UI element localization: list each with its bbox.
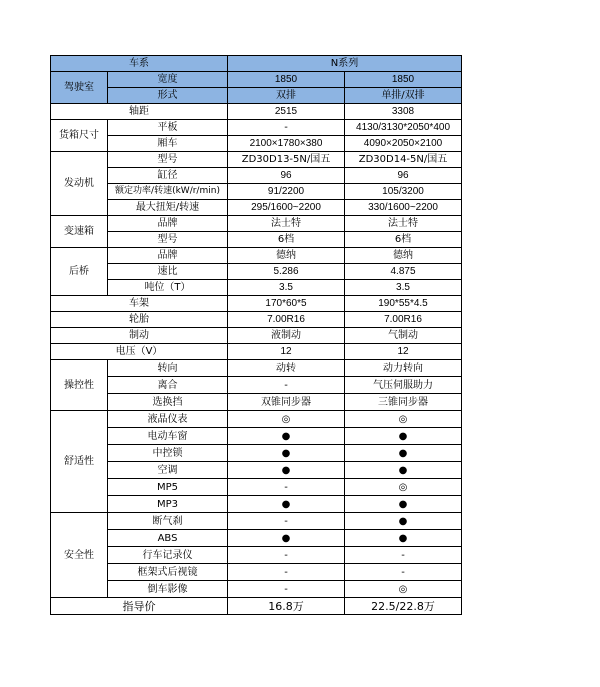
comfort-item-a: ● — [228, 445, 345, 462]
comfort-item-label: MP5 — [108, 479, 228, 496]
table-row — [51, 462, 462, 479]
comfort-item-label: 液晶仪表 — [108, 411, 228, 428]
table-row — [51, 581, 462, 598]
safety-item-a: ● — [228, 530, 345, 547]
rear-axle-brand-b: 德纳 — [345, 248, 462, 264]
table-row — [51, 428, 462, 445]
comfort-item-a: ◎ — [228, 411, 345, 428]
handling-shift-b: 三锥同步器 — [345, 394, 462, 411]
table-row — [51, 248, 462, 264]
engine-bore-label: 缸径 — [108, 168, 228, 184]
table-row — [51, 88, 462, 104]
comfort-item-b: ● — [345, 496, 462, 513]
gearbox-model-a: 6档 — [228, 232, 345, 248]
table-row — [51, 280, 462, 296]
engine-model-a: ZD30D13-5N/国五 — [228, 152, 345, 168]
engine-power-a: 91/2200 — [228, 184, 345, 200]
spec-table — [50, 55, 462, 615]
comfort-label: 舒适性 — [51, 411, 108, 513]
table-row — [51, 445, 462, 462]
table-row — [51, 312, 462, 328]
engine-bore-a: 96 — [228, 168, 345, 184]
gearbox-model-label: 型号 — [108, 232, 228, 248]
wheelbase-label: 轴距 — [51, 104, 228, 120]
table-row — [51, 564, 462, 581]
safety-item-label: 框架式后视镜 — [108, 564, 228, 581]
voltage-label: 电压（V） — [51, 344, 228, 360]
rear-axle-label: 后桥 — [51, 248, 108, 296]
cab-form-label: 形式 — [108, 88, 228, 104]
tire-b: 7.00R16 — [345, 312, 462, 328]
price-a: 16.8万 — [228, 598, 345, 615]
rear-axle-tonnage-a: 3.5 — [228, 280, 345, 296]
cab-label: 驾驶室 — [51, 72, 108, 104]
safety-item-b: - — [345, 564, 462, 581]
price-row — [51, 598, 462, 615]
wheelbase-a: 2515 — [228, 104, 345, 120]
table-row — [51, 479, 462, 496]
gearbox-label: 变速箱 — [51, 216, 108, 248]
comfort-item-b: ◎ — [345, 411, 462, 428]
table-row — [51, 120, 462, 136]
safety-item-label: 行车记录仪 — [108, 547, 228, 564]
safety-item-b: - — [345, 547, 462, 564]
rear-axle-brand-a: 德纳 — [228, 248, 345, 264]
cargo-van-a: 2100×1780×380 — [228, 136, 345, 152]
table-row — [51, 200, 462, 216]
engine-torque-a: 295/1600~2200 — [228, 200, 345, 216]
voltage-a: 12 — [228, 344, 345, 360]
table-row — [51, 104, 462, 120]
table-row — [51, 547, 462, 564]
safety-item-b: ● — [345, 530, 462, 547]
frame-a: 170*60*5 — [228, 296, 345, 312]
cargo-flat-b: 4130/3130*2050*400 — [345, 120, 462, 136]
comfort-item-b: ● — [345, 462, 462, 479]
safety-item-b: ● — [345, 513, 462, 530]
cargo-flat-label: 平板 — [108, 120, 228, 136]
comfort-item-label: 电动车窗 — [108, 428, 228, 445]
comfort-item-label: 中控锁 — [108, 445, 228, 462]
comfort-item-b: ● — [345, 428, 462, 445]
safety-item-a: - — [228, 513, 345, 530]
rear-axle-tonnage-b: 3.5 — [345, 280, 462, 296]
engine-power-label: 额定功率/转速(kW/r/min) — [108, 184, 228, 200]
table-row — [51, 152, 462, 168]
cab-width-a: 1850 — [228, 72, 345, 88]
table-row — [51, 360, 462, 377]
wheelbase-b: 3308 — [345, 104, 462, 120]
table-row — [51, 513, 462, 530]
engine-bore-b: 96 — [345, 168, 462, 184]
table-row — [51, 168, 462, 184]
header-series-name: N系列 — [228, 56, 462, 72]
brake-b: 气制动 — [345, 328, 462, 344]
table-row — [51, 136, 462, 152]
rear-axle-brand-label: 品牌 — [108, 248, 228, 264]
engine-model-b: ZD30D14-5N/国五 — [345, 152, 462, 168]
comfort-item-a: ● — [228, 428, 345, 445]
safety-item-label: 断气刹 — [108, 513, 228, 530]
engine-power-b: 105/3200 — [345, 184, 462, 200]
handling-steer-a: 动转 — [228, 360, 345, 377]
gearbox-brand-a: 法士特 — [228, 216, 345, 232]
rear-axle-ratio-b: 4.875 — [345, 264, 462, 280]
comfort-item-b: ● — [345, 445, 462, 462]
safety-item-a: - — [228, 564, 345, 581]
comfort-item-a: ● — [228, 496, 345, 513]
comfort-item-a: ● — [228, 462, 345, 479]
voltage-b: 12 — [345, 344, 462, 360]
table-row — [51, 411, 462, 428]
handling-clutch-label: 离合 — [108, 377, 228, 394]
safety-item-a: - — [228, 547, 345, 564]
table-row — [51, 232, 462, 248]
header-row — [51, 56, 462, 72]
handling-steer-label: 转向 — [108, 360, 228, 377]
cargo-label: 货箱尺寸 — [51, 120, 108, 152]
table-row — [51, 184, 462, 200]
gearbox-brand-b: 法士特 — [345, 216, 462, 232]
safety-item-label: ABS — [108, 530, 228, 547]
gearbox-model-b: 6档 — [345, 232, 462, 248]
table-row — [51, 72, 462, 88]
safety-item-b: ◎ — [345, 581, 462, 598]
handling-shift-a: 双锥同步器 — [228, 394, 345, 411]
cab-form-b: 单排/双排 — [345, 88, 462, 104]
tire-a: 7.00R16 — [228, 312, 345, 328]
table-row — [51, 328, 462, 344]
cargo-van-label: 厢车 — [108, 136, 228, 152]
engine-torque-label: 最大扭矩/转速 — [108, 200, 228, 216]
cargo-flat-a: - — [228, 120, 345, 136]
comfort-item-label: 空调 — [108, 462, 228, 479]
engine-model-label: 型号 — [108, 152, 228, 168]
rear-axle-tonnage-label: 吨位（T） — [108, 280, 228, 296]
cab-form-a: 双排 — [228, 88, 345, 104]
engine-label: 发动机 — [51, 152, 108, 216]
table-row — [51, 394, 462, 411]
frame-label: 车架 — [51, 296, 228, 312]
safety-item-label: 倒车影像 — [108, 581, 228, 598]
cab-width-b: 1850 — [345, 72, 462, 88]
safety-label: 安全性 — [51, 513, 108, 598]
table-row — [51, 377, 462, 394]
table-row — [51, 296, 462, 312]
table-row — [51, 264, 462, 280]
tire-label: 轮胎 — [51, 312, 228, 328]
header-series-label: 车系 — [51, 56, 228, 72]
rear-axle-ratio-label: 速比 — [108, 264, 228, 280]
table-row — [51, 530, 462, 547]
table-row — [51, 496, 462, 513]
handling-label: 操控性 — [51, 360, 108, 411]
cargo-van-b: 4090×2050×2100 — [345, 136, 462, 152]
handling-clutch-b: 气压伺服助力 — [345, 377, 462, 394]
comfort-item-b: ◎ — [345, 479, 462, 496]
handling-steer-b: 动力转向 — [345, 360, 462, 377]
table-row — [51, 216, 462, 232]
comfort-item-a: - — [228, 479, 345, 496]
table-row — [51, 344, 462, 360]
cab-width-label: 宽度 — [108, 72, 228, 88]
frame-b: 190*55*4.5 — [345, 296, 462, 312]
brake-label: 制动 — [51, 328, 228, 344]
handling-shift-label: 选换挡 — [108, 394, 228, 411]
comfort-item-label: MP3 — [108, 496, 228, 513]
handling-clutch-a: - — [228, 377, 345, 394]
gearbox-brand-label: 品牌 — [108, 216, 228, 232]
safety-item-a: - — [228, 581, 345, 598]
rear-axle-ratio-a: 5.286 — [228, 264, 345, 280]
price-b: 22.5/22.8万 — [345, 598, 462, 615]
engine-torque-b: 330/1600~2200 — [345, 200, 462, 216]
brake-a: 液制动 — [228, 328, 345, 344]
price-label: 指导价 — [51, 598, 228, 615]
